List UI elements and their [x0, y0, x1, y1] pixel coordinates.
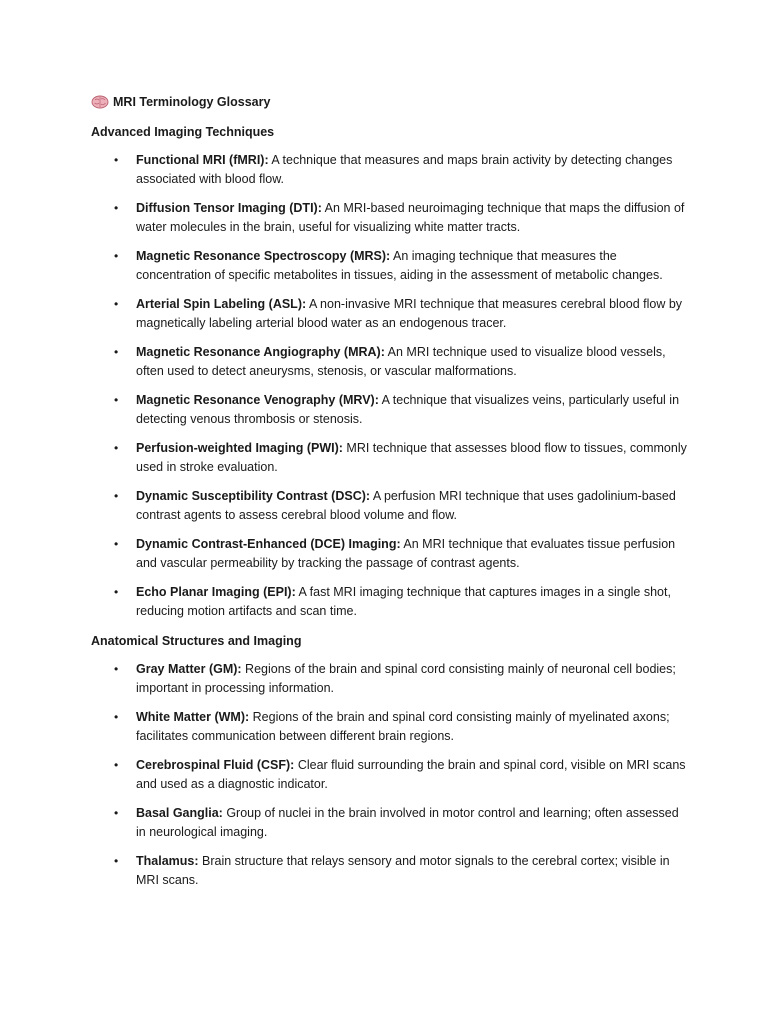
bullet-icon: • [114, 758, 119, 772]
bullet-icon: • [114, 249, 119, 263]
list-item [91, 151, 688, 189]
list-item [91, 583, 688, 621]
term-name: Magnetic Resonance Spectroscopy (MRS): [136, 249, 391, 263]
term-definition: A perfusion MRI technique that uses gadolinium-based contrast agents to assess cerebral blood volume and flow. [136, 489, 676, 522]
term-name: Arterial Spin Labeling (ASL): [136, 297, 307, 311]
term-definition: An imaging technique that measures the concentration of specific metabolites in tissues, aiding in the assessment of metabolic changes. [136, 249, 663, 282]
list-item [91, 708, 688, 746]
section-heading-advanced-imaging: Advanced Imaging Techniques [91, 125, 275, 139]
term-definition: A non-invasive MRI technique that measures cerebral blood flow by magnetically labeling arterial blood water as an endogenous tracer. [136, 297, 683, 330]
bullet-icon: • [114, 153, 119, 167]
list-item [91, 247, 688, 285]
term-name: Cerebrospinal Fluid (CSF): [136, 758, 295, 772]
term-list-anatomical-structures [91, 660, 688, 890]
term-name: Gray Matter (GM): [136, 662, 242, 676]
term-definition: A technique that measures and maps brain activity by detecting changes associated with blood flow. [136, 153, 673, 186]
term-name: Magnetic Resonance Venography (MRV): [136, 393, 379, 407]
bullet-icon: • [114, 297, 119, 311]
term-definition: A fast MRI imaging technique that captures images in a single shot, reducing motion artifacts and scan time. [136, 585, 671, 618]
term-name: Perfusion-weighted Imaging (PWI): [136, 441, 343, 455]
bullet-icon: • [114, 441, 119, 455]
term-name: Magnetic Resonance Angiography (MRA): [136, 345, 385, 359]
list-item [91, 391, 688, 429]
document-title-text: MRI Terminology Glossary [113, 95, 271, 109]
list-item [91, 804, 688, 842]
bullet-icon: • [114, 662, 119, 676]
term-name: Functional MRI (fMRI): [136, 153, 269, 167]
term-definition: An MRI technique used to visualize blood vessels, often used to detect aneurysms, stenosis, or vascular malformations. [136, 345, 666, 378]
term-definition: An MRI-based neuroimaging technique that maps the diffusion of water molecules in the brain, useful for visualizing white matter tracts. [136, 201, 685, 234]
term-definition: MRI technique that assesses blood flow to tissues, commonly used in stroke evaluation. [136, 441, 687, 474]
term-definition: An MRI technique that evaluates tissue perfusion and vascular permeability by tracking the passage of contrast agents. [136, 537, 676, 570]
term-definition: Group of nuclei in the brain involved in motor control and learning; often assessed in neurological imaging. [136, 806, 679, 839]
list-item [91, 439, 688, 477]
bullet-icon: • [114, 489, 119, 503]
list-item [91, 487, 688, 525]
list-item [91, 756, 688, 794]
list-item [91, 295, 688, 333]
term-name: White Matter (WM): [136, 710, 250, 724]
term-definition: A technique that visualizes veins, particularly useful in detecting venous thrombosis or stenosis. [136, 393, 680, 426]
term-name: Echo Planar Imaging (EPI): [136, 585, 296, 599]
term-name: Basal Ganglia: [136, 806, 223, 820]
term-definition: Regions of the brain and spinal cord consisting mainly of neuronal cell bodies; important in processing information. [136, 662, 676, 695]
bullet-icon: • [114, 537, 119, 551]
term-definition: Brain structure that relays sensory and motor signals to the cerebral cortex; visible in MRI scans. [136, 854, 670, 887]
bullet-icon: • [114, 393, 119, 407]
bullet-icon: • [114, 201, 119, 215]
list-item [91, 660, 688, 698]
term-name: Dynamic Contrast-Enhanced (DCE) Imaging: [136, 537, 401, 551]
term-definition: Clear fluid surrounding the brain and spinal cord, visible on MRI scans and used as a diagnostic indicator. [136, 758, 686, 791]
brain-icon [91, 95, 109, 109]
document-title [91, 94, 688, 110]
bullet-icon: • [114, 854, 119, 868]
list-item [91, 199, 688, 237]
bullet-icon: • [114, 345, 119, 359]
section-heading-anatomical-structures: Anatomical Structures and Imaging [91, 634, 302, 648]
term-name: Dynamic Susceptibility Contrast (DSC): [136, 489, 371, 503]
term-name: Diffusion Tensor Imaging (DTI): [136, 201, 322, 215]
term-list-advanced-imaging [91, 151, 688, 621]
term-name: Thalamus: [136, 854, 199, 868]
bullet-icon: • [114, 806, 119, 820]
term-definition: Regions of the brain and spinal cord consisting mainly of myelinated axons; facilitates communication between different brain regions. [136, 710, 670, 743]
list-item [91, 343, 688, 381]
bullet-icon: • [114, 585, 119, 599]
list-item [91, 535, 688, 573]
list-item [91, 852, 688, 890]
bullet-icon: • [114, 710, 119, 724]
